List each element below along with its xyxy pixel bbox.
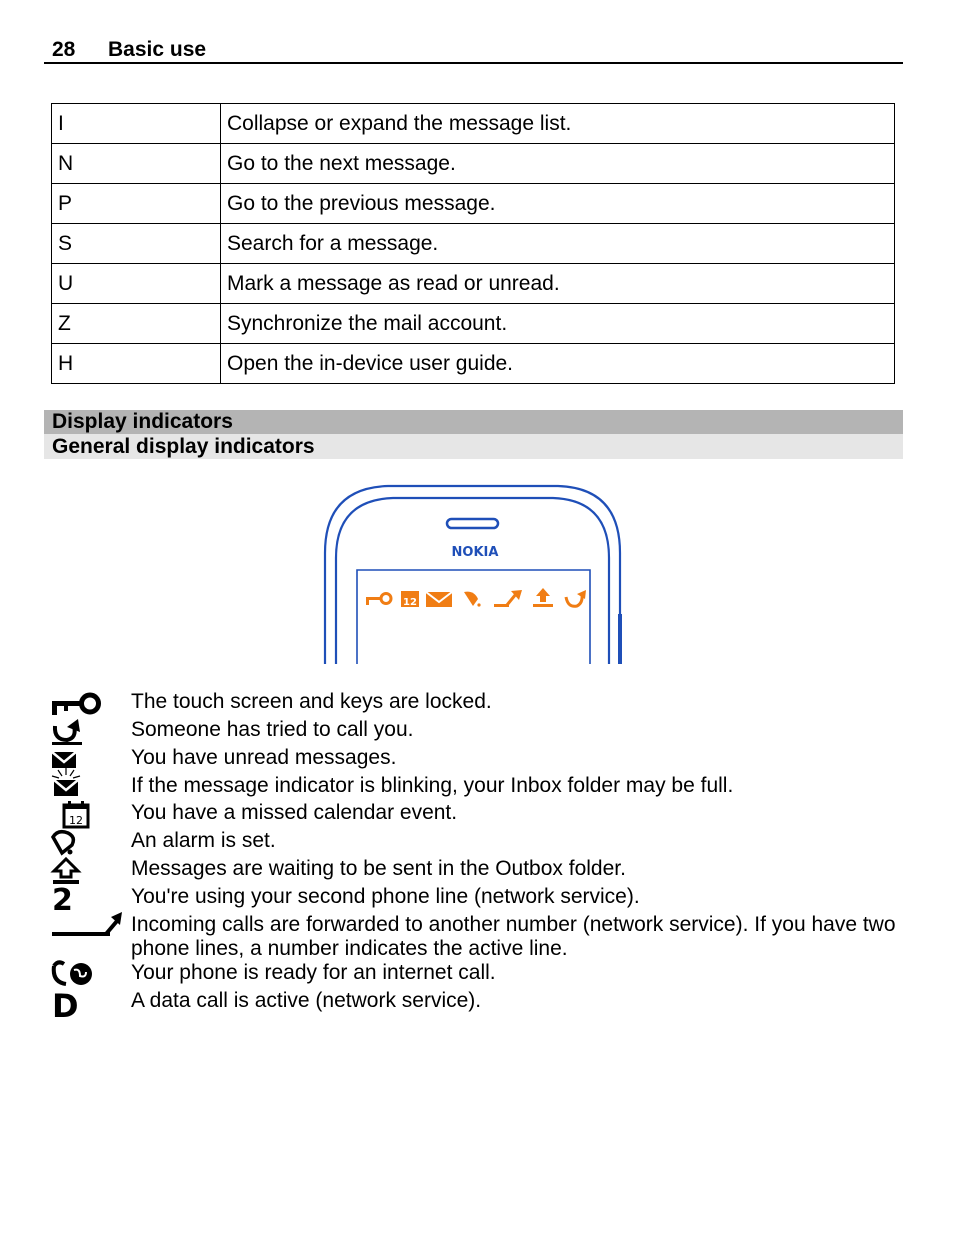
subsection-heading: General display indicators: [44, 434, 903, 459]
indicator-text: An alarm is set.: [131, 829, 276, 852]
table-row: [52, 144, 895, 184]
indicator-text: Incoming calls are forwarded to another number (network service). If you have two phone lines, a number indicates the active line.: [131, 913, 896, 960]
page-number: 28: [52, 38, 76, 61]
page-title: Basic use: [108, 38, 207, 61]
shortcut-description: Search for a message.: [221, 224, 895, 264]
shortcut-key: H: [52, 344, 221, 384]
table-row: [52, 264, 895, 304]
key-lock-icon: [366, 594, 391, 606]
indicator-text: If the message indicator is blinking, your Inbox folder may be full.: [131, 774, 734, 797]
table-row: [52, 184, 895, 224]
phone-frame: [325, 486, 620, 664]
section-heading: Display indicators: [44, 410, 903, 434]
table-row: [52, 104, 895, 144]
alarm-bell-icon: [464, 592, 481, 607]
shortcut-key: Z: [52, 304, 221, 344]
call-forward-icon: [50, 911, 126, 941]
shortcut-key: U: [52, 264, 221, 304]
outbox-arrow-icon: [533, 588, 553, 607]
svg-text:2: 2: [52, 885, 73, 913]
status-bar-icons: [366, 588, 586, 608]
page-header: [44, 36, 903, 64]
table-row: [52, 224, 895, 264]
data-call-icon: [50, 989, 90, 1021]
indicator-text: Messages are waiting to be sent in the Outbox folder.: [131, 857, 626, 880]
calendar-icon: [401, 591, 419, 608]
shortcut-key: S: [52, 224, 221, 264]
svg-text:12: 12: [403, 597, 417, 608]
shortcut-table: [51, 103, 895, 384]
table-row: [52, 344, 895, 384]
svg-text:D: D: [52, 989, 79, 1021]
shortcut-key: N: [52, 144, 221, 184]
alarm-bell-icon: [50, 829, 90, 857]
call-forward-icon: [494, 590, 522, 607]
outbox-arrow-icon: [50, 857, 90, 885]
indicator-text: You have unread messages.: [131, 746, 397, 769]
indicator-text: Your phone is ready for an internet call.: [131, 961, 496, 984]
internet-call-icon: [50, 958, 100, 990]
table-row: [52, 304, 895, 344]
missed-call-icon: [50, 718, 90, 746]
calendar-icon: [50, 799, 90, 829]
shortcut-description: Go to the previous message.: [221, 184, 895, 224]
indicator-text: Someone has tried to call you.: [131, 718, 414, 741]
line-two-icon: [50, 885, 90, 913]
indicator-text: The touch screen and keys are locked.: [131, 690, 492, 713]
shortcut-key: P: [52, 184, 221, 224]
indicator-text: A data call is active (network service).: [131, 989, 482, 1012]
brand-logo: NOKIA: [451, 545, 499, 560]
key-lock-icon: [50, 690, 102, 718]
shortcut-description: Go to the next message.: [221, 144, 895, 184]
missed-call-icon: [566, 590, 586, 606]
phone-illustration: [318, 478, 628, 668]
earpiece: [447, 519, 498, 528]
shortcut-description: Open the in-device user guide.: [221, 344, 895, 384]
shortcut-description: Synchronize the mail account.: [221, 304, 895, 344]
indicator-text: You're using your second phone line (network service).: [131, 885, 640, 908]
indicator-text: You have a missed calendar event.: [131, 801, 458, 824]
shortcut-key: I: [52, 104, 221, 144]
svg-text:12: 12: [69, 814, 83, 827]
envelope-icon: [426, 592, 452, 607]
shortcut-description: Mark a message as read or unread.: [221, 264, 895, 304]
blinking-envelope-icon: [50, 768, 90, 800]
shortcut-description: Collapse or expand the message list.: [221, 104, 895, 144]
